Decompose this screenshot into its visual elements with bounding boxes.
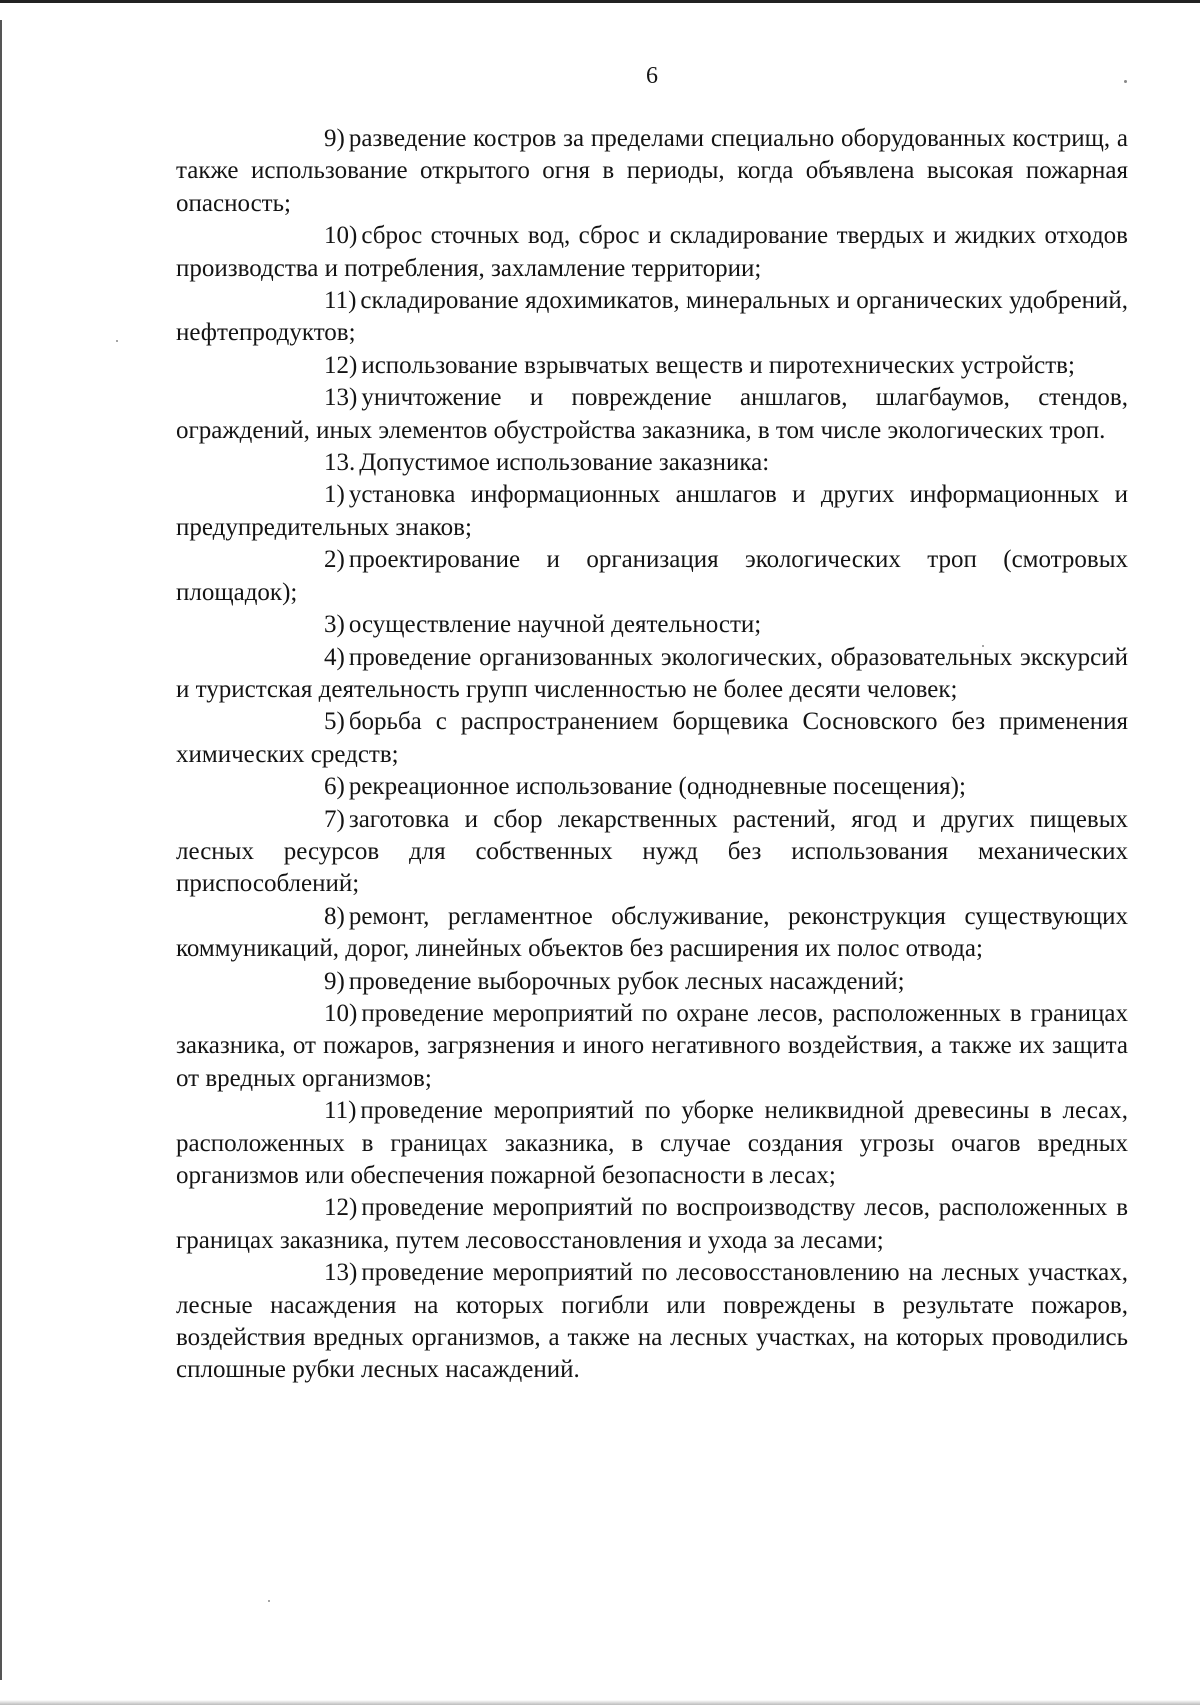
paragraph-text: заготовка и сбор лекарственных растений, ягод и других пищевых лесных ресурсов для собственных нужд без использования механических приспособлений; bbox=[176, 805, 1128, 898]
paragraph-text: проектирование и организация экологических троп (смотровых площадок); bbox=[176, 546, 1128, 606]
paragraph-text: проведение мероприятий по воспроизводству лесов, расположенных в границах заказника, путем лесовосстановления и ухода за лесами; bbox=[176, 1194, 1128, 1254]
paragraph-number: 9) bbox=[324, 125, 345, 152]
paragraph-text: проведение организованных экологических, образовательных экскурсий и туристская деятельность групп численностью не более десяти человек; bbox=[176, 643, 1128, 703]
scan-edge-left bbox=[0, 20, 2, 1680]
paragraph-number: 11) bbox=[324, 287, 357, 315]
paragraph bbox=[176, 544, 1128, 609]
paragraph-text: рекреационное использование (однодневные посещения); bbox=[348, 773, 966, 801]
scan-speck bbox=[116, 340, 118, 342]
paragraph-text: уничтожение и повреждение аншлагов, шлагбаумов, стендов, ограждений, иных элементов обустройства заказника, в том числе экологических троп. bbox=[176, 384, 1128, 444]
paragraph-number: 11) bbox=[324, 1097, 357, 1125]
paragraph-text: ремонт, регламентное обслуживание, реконструкция существующих коммуникаций, дорог, линейных объектов без расширения их полос отвода; bbox=[176, 902, 1128, 963]
paragraph-text: борьба с распространением борщевика Сосновского без применения химических средств; bbox=[176, 708, 1128, 768]
paragraph-text: проведение мероприятий по уборке неликвидной древесины в лесах, расположенных в границах заказника, в случае создания угрозы очагов вредных организмов или обеспечения пожарной безопасности в лесах; bbox=[176, 1097, 1128, 1189]
paragraph bbox=[176, 966, 1128, 998]
scan-edge-bottom bbox=[0, 1700, 1200, 1705]
paragraph-text: использование взрывчатых веществ и пиротехнических устройств; bbox=[361, 351, 1075, 379]
paragraph bbox=[176, 123, 1128, 220]
paragraph bbox=[176, 382, 1128, 447]
paragraph bbox=[176, 804, 1128, 901]
paragraph-number: 10) bbox=[324, 999, 358, 1027]
paragraph bbox=[176, 771, 1128, 803]
paragraph bbox=[176, 1257, 1128, 1387]
paragraph-number: 10) bbox=[324, 222, 358, 250]
paragraph-number: 13) bbox=[324, 1259, 358, 1287]
paragraph-number: 3) bbox=[324, 611, 345, 639]
paragraph-number: 9) bbox=[324, 967, 345, 995]
scan-speck bbox=[268, 1600, 270, 1602]
paragraph-text: проведение выборочных рубок лесных насаждений; bbox=[348, 967, 905, 995]
scan-edge-top bbox=[0, 0, 1200, 3]
paragraph bbox=[176, 447, 1128, 479]
paragraph-number: 12) bbox=[324, 351, 358, 379]
paragraph-text: установка информационных аншлагов и других информационных и предупредительных знаков; bbox=[176, 481, 1128, 541]
paragraph bbox=[176, 901, 1128, 966]
paragraph-number: 6) bbox=[324, 773, 345, 801]
paragraph bbox=[176, 285, 1128, 350]
paragraph-text: осуществление научной деятельности; bbox=[348, 611, 762, 639]
paragraph-text: проведение мероприятий по лесовосстановлению на лесных участках, лесные насаждения на которых погибли или повреждены в результате пожаров, воздействия вредных организмов, а также на лесных участках, на которых проводились сплошные рубки лесных насаждений. bbox=[176, 1259, 1128, 1384]
paragraph-number: 7) bbox=[324, 805, 345, 833]
paragraph bbox=[176, 479, 1128, 544]
paragraph-number: 8) bbox=[324, 902, 345, 930]
paragraph bbox=[176, 350, 1128, 382]
paragraph-text: Допустимое использование заказника: bbox=[359, 449, 770, 477]
paragraph bbox=[176, 220, 1128, 285]
paragraph bbox=[176, 1095, 1128, 1192]
paragraph bbox=[176, 1192, 1128, 1257]
paragraph-number: 13) bbox=[324, 384, 358, 412]
paragraph-number: 1) bbox=[324, 481, 345, 509]
paragraph-number: 13. bbox=[324, 449, 356, 477]
paragraph bbox=[176, 706, 1128, 771]
paragraph-text: складирование ядохимикатов, минеральных и органических удобрений, нефтепродуктов; bbox=[176, 287, 1128, 347]
paragraph-number: 5) bbox=[324, 708, 345, 736]
page-number: 6 bbox=[646, 63, 658, 89]
paragraph-text: проведение мероприятий по охране лесов, расположенных в границах заказника, от пожаров, загрязнения и иного негативного воздействия, а также их защита от вредных организмов; bbox=[176, 999, 1128, 1092]
paragraph-text: разведение костров за пределами специально оборудованных кострищ, а также использование открытого огня в периоды, когда объявлена высокая пожарная опасность; bbox=[176, 125, 1128, 217]
paragraph-number: 2) bbox=[324, 546, 345, 574]
paragraph bbox=[176, 642, 1128, 707]
document-body bbox=[176, 123, 1128, 1387]
paragraph bbox=[176, 609, 1128, 641]
paragraph-text: сброс сточных вод, сброс и складирование твердых и жидких отходов производства и потребления, захламление территории; bbox=[176, 222, 1128, 282]
paragraph-number: 4) bbox=[324, 643, 345, 671]
paragraph-number: 12) bbox=[324, 1194, 358, 1222]
paragraph bbox=[176, 998, 1128, 1095]
